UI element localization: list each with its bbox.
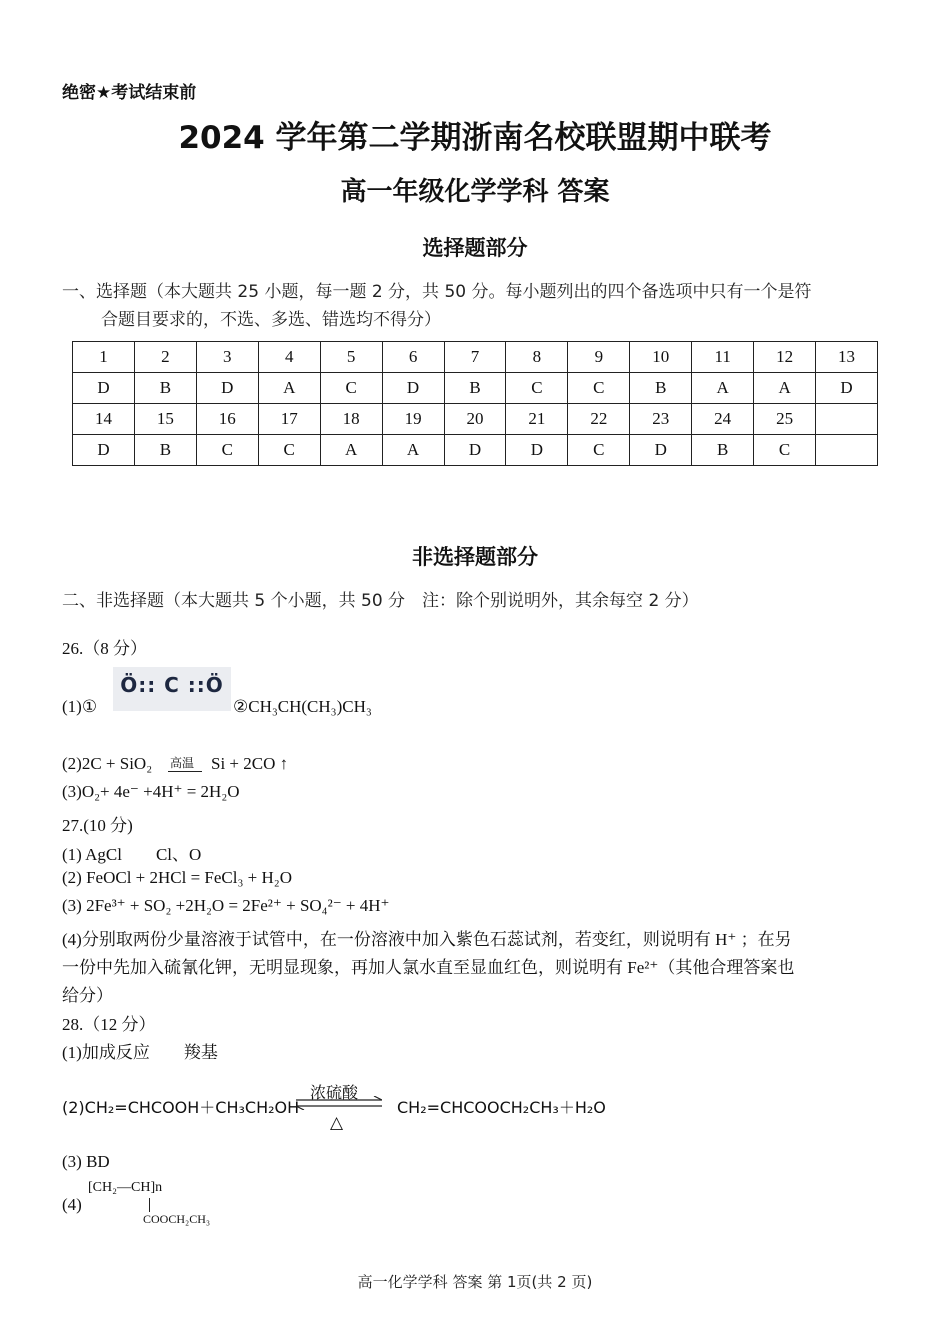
q27-part3: (3) 2Fe³⁺ + SO₂ +2H₂O = 2Fe²⁺ + SO₄²⁻ + 4H⁺ (62, 896, 390, 915)
table-row (73, 342, 878, 373)
page-footer: 高一化学学科 答案 第 1页(共 2 页) (357, 1273, 593, 1291)
q28-header: 28.（12 分） (62, 1015, 156, 1034)
section-multiple-choice-title: 选择题部分 (422, 236, 528, 260)
table-cell: 8 (506, 342, 568, 373)
q26-part2-right: Si + 2CO ↑ (211, 754, 289, 773)
q27-part4-line-3: 给分） (62, 986, 113, 1005)
table-cell (816, 404, 878, 435)
table-cell: D (630, 435, 692, 466)
table-cell: C (568, 435, 630, 466)
table-cell: 10 (630, 342, 692, 373)
table-cell: D (444, 435, 506, 466)
table-cell: C (320, 373, 382, 404)
q26-part3: (3)O₂+ 4e⁻ +4H⁺ = 2H₂O (62, 782, 240, 801)
table-cell: 17 (258, 404, 320, 435)
reaction-arrow-line (168, 771, 202, 772)
table-cell: A (754, 373, 816, 404)
answer-table (72, 341, 878, 466)
table-cell: 16 (196, 404, 258, 435)
section-1-instruction-line-1: 一、选择题（本大题共 25 小题，每一题 2 分，共 50 分。每小题列出的四个备选项中只有一个是符 (62, 282, 812, 302)
table-cell: C (196, 435, 258, 466)
polymer-chain: [CH₂—CH]n (88, 1180, 163, 1195)
confidential-notice: 绝密★考试结束前 (62, 83, 197, 103)
q26-part2-condition: 高温 (170, 756, 195, 770)
co2-lewis-text: Ö:: C ::Ö (120, 673, 224, 697)
table-cell: 6 (382, 342, 444, 373)
co2-lewis-structure-image (113, 667, 231, 711)
table-cell: B (134, 435, 196, 466)
q27-part1: (1) AgCl Cl、O (62, 845, 202, 864)
table-cell (816, 435, 878, 466)
table-cell: D (196, 373, 258, 404)
table-cell: D (73, 435, 135, 466)
exam-title: 2024 学年第二学期浙南名校联盟期中联考 (178, 120, 772, 156)
table-cell: A (692, 373, 754, 404)
table-cell: 13 (816, 342, 878, 373)
q27-part4-line-2: 一份中先加入硫氰化钾，无明显现象，再加人氯水直至显血红色，则说明有 Fe²⁺（其他合理答案也 (62, 958, 795, 977)
table-cell: 22 (568, 404, 630, 435)
table-cell: C (754, 435, 816, 466)
table-cell: A (258, 373, 320, 404)
table-cell: 1 (73, 342, 135, 373)
table-cell: B (444, 373, 506, 404)
q28-part1: (1)加成反应 羧基 (62, 1043, 218, 1062)
q26-header: 26.（8 分） (62, 639, 147, 658)
table-cell: 5 (320, 342, 382, 373)
section-free-response-title: 非选择题部分 (412, 545, 538, 569)
reversible-arrow-icon (296, 1096, 382, 1110)
q28-part4-label: (4) (62, 1195, 82, 1214)
table-cell: 7 (444, 342, 506, 373)
table-cell: B (134, 373, 196, 404)
table-cell: 20 (444, 404, 506, 435)
table-cell: 11 (692, 342, 754, 373)
section-1-instruction-line-2: 合题目要求的，不选、多选、错选均不得分） (101, 310, 441, 330)
table-cell: 18 (320, 404, 382, 435)
table-cell: 15 (134, 404, 196, 435)
table-cell: 12 (754, 342, 816, 373)
q27-part2: (2) FeOCl + 2HCl = FeCl₃ + H₂O (62, 868, 292, 887)
polymer-bond-line (149, 1198, 150, 1212)
q26-part1-label: (1)① (62, 697, 98, 716)
table-row (73, 435, 878, 466)
q28-part2-left: (2)CH₂=CHCOOH＋CH₃CH₂OH (62, 1098, 300, 1117)
table-cell: 19 (382, 404, 444, 435)
table-cell: D (506, 435, 568, 466)
q28-part2-condition-bottom: △ (330, 1113, 344, 1133)
table-cell: 2 (134, 342, 196, 373)
table-cell: D (816, 373, 878, 404)
table-cell: 4 (258, 342, 320, 373)
q28-part2-condition-top: 浓硫酸 (310, 1083, 359, 1102)
table-cell: 3 (196, 342, 258, 373)
table-cell: C (506, 373, 568, 404)
table-cell: 21 (506, 404, 568, 435)
section-2-instruction: 二、非选择题（本大题共 5 个小题，共 50 分 注：除个别说明外，其余每空 2 分） (62, 591, 699, 611)
q26-part2-left: (2)2C + SiO₂ (62, 754, 153, 773)
table-cell: B (630, 373, 692, 404)
table-cell: D (73, 373, 135, 404)
table-cell: C (568, 373, 630, 404)
exam-subtitle: 高一年级化学学科 答案 (340, 177, 610, 207)
table-cell: 14 (73, 404, 135, 435)
table-row (73, 373, 878, 404)
q27-header: 27.(10 分) (62, 816, 133, 835)
table-cell: 25 (754, 404, 816, 435)
table-row (73, 404, 878, 435)
table-cell: B (692, 435, 754, 466)
table-cell: C (258, 435, 320, 466)
table-cell: A (382, 435, 444, 466)
table-cell: 23 (630, 404, 692, 435)
polymer-side-group: COOCH₂CH₃ (143, 1212, 211, 1226)
q26-part1-answer-2: ②CH₃CH(CH₃)CH₃ (233, 697, 372, 716)
table-cell: A (320, 435, 382, 466)
q27-part4-line-1: (4)分别取两份少量溶液于试管中，在一份溶液中加入紫色石蕊试剂，若变红，则说明有 H⁺ ；在另 (62, 930, 792, 949)
table-cell: 24 (692, 404, 754, 435)
q28-part2-right: CH₂=CHCOOCH₂CH₃＋H₂O (397, 1098, 606, 1117)
q28-part3: (3) BD (62, 1152, 110, 1171)
table-cell: D (382, 373, 444, 404)
table-cell: 9 (568, 342, 630, 373)
